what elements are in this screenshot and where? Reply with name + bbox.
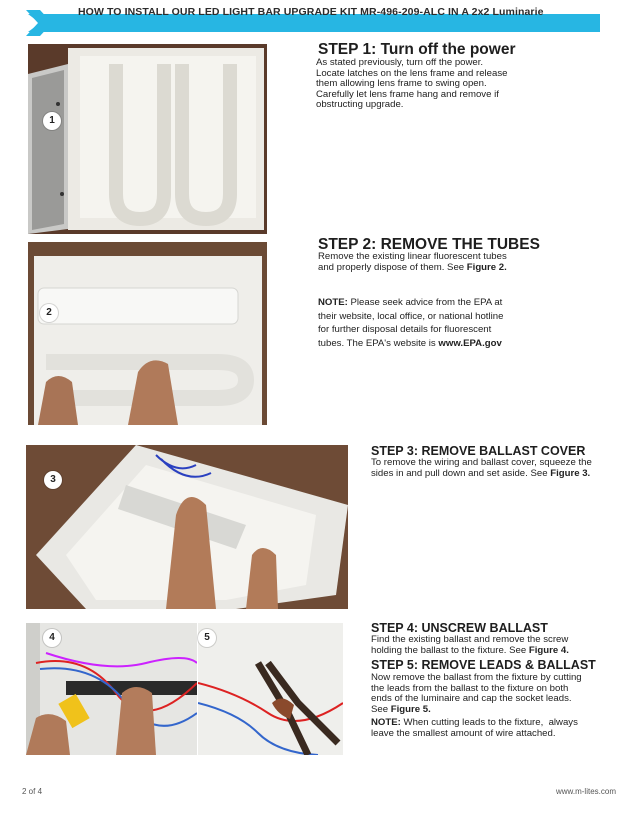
figure-1-photo bbox=[28, 44, 267, 234]
figure-2-photo bbox=[28, 242, 267, 425]
step-2-line-text: and properly dispose of them. See bbox=[318, 261, 467, 273]
step-5-title: STEP 5: REMOVE LEADS & BALLAST bbox=[371, 658, 596, 672]
step-3-line: To remove the wiring and ballast cover, squeeze the bbox=[371, 457, 592, 468]
step-5-note bbox=[371, 718, 578, 739]
header-underline bbox=[40, 20, 600, 26]
step-1-line: them allowing lens frame to swing open. bbox=[316, 78, 487, 90]
step-1-line: Locate latches on the lens frame and release bbox=[316, 67, 508, 79]
step-1-line: Carefully let lens frame hang and remove if bbox=[316, 88, 499, 100]
note-label: NOTE: bbox=[318, 297, 348, 308]
step-3-line bbox=[371, 469, 592, 480]
step-5-line: Now remove the ballast from the fixture by cutting bbox=[371, 672, 582, 683]
note-label: NOTE: bbox=[371, 717, 401, 728]
step-4-body bbox=[371, 635, 569, 656]
figure-5-badge: 5 bbox=[198, 629, 216, 647]
step-2-title: STEP 2: REMOVE THE TUBES bbox=[318, 236, 540, 253]
note-line bbox=[371, 718, 578, 729]
note-line bbox=[318, 337, 503, 351]
step-1-body bbox=[316, 58, 507, 111]
step-5-body bbox=[371, 673, 582, 715]
figure-5-ref: Figure 5. bbox=[390, 703, 431, 715]
step-4-line bbox=[371, 646, 569, 657]
step-2-line: Remove the existing linear fluorescent tubes bbox=[318, 251, 507, 262]
figure-2-ref: Figure 2. bbox=[466, 261, 507, 273]
figure-3-photo bbox=[26, 445, 348, 609]
figure-1-badge: 1 bbox=[43, 112, 61, 130]
step-5-line: the leads from the ballast to the fixture on both bbox=[371, 682, 569, 694]
page-number: 2 of 4 bbox=[22, 787, 43, 796]
figure-4-ref: Figure 4. bbox=[528, 644, 569, 656]
step-4-line-text: holding the ballast to the fixture. See bbox=[371, 644, 529, 656]
step-2-line bbox=[318, 263, 507, 274]
step-3-body bbox=[371, 458, 592, 479]
figure-3-badge: 3 bbox=[44, 471, 62, 489]
step-4-title: STEP 4: UNSCREW BALLAST bbox=[371, 621, 548, 635]
note-line bbox=[318, 296, 503, 310]
figure-3-ref: Figure 3. bbox=[550, 467, 591, 479]
epa-link[interactable]: www.EPA.gov bbox=[438, 337, 502, 349]
step-2-body bbox=[318, 252, 507, 273]
step-4-line: Find the existing ballast and remove the screw bbox=[371, 634, 569, 645]
step-5-line: ends of the luminaire and cap the socket leads. bbox=[371, 693, 572, 705]
figure-2-badge: 2 bbox=[40, 304, 58, 322]
figure-4-badge: 4 bbox=[43, 629, 61, 647]
website-link[interactable]: www.m-lites.com bbox=[555, 787, 616, 796]
step-3-line-text: sides in and pull down and set aside. See bbox=[371, 467, 551, 479]
page-title: HOW TO INSTALL OUR LED LIGHT BAR UPGRADE KIT MR-496-209-ALC IN A 2x2 Luminarie bbox=[78, 6, 544, 18]
step-1-line: As stated previously, turn off the power. bbox=[316, 57, 484, 68]
step-1-line: obstructing upgrade. bbox=[316, 99, 404, 111]
figure-5-photo bbox=[198, 623, 343, 755]
note-text: When cutting leads to the fixture, always bbox=[400, 717, 578, 728]
step-5-line bbox=[371, 705, 582, 716]
note-text: tubes. The EPA's website is bbox=[318, 337, 439, 349]
step-1-title: STEP 1: Turn off the power bbox=[318, 41, 516, 58]
step-5-line-text: See bbox=[371, 703, 391, 715]
note-line: their website, local office, or national hotline bbox=[318, 310, 504, 322]
step-3-title: STEP 3: REMOVE BALLAST COVER bbox=[371, 444, 586, 458]
step-2-note bbox=[318, 296, 503, 350]
note-text: Please seek advice from the EPA at bbox=[347, 297, 503, 308]
note-line: for further disposal details for fluorescent bbox=[318, 324, 492, 335]
note-line: leave the smallest amount of wire attached. bbox=[371, 727, 556, 739]
